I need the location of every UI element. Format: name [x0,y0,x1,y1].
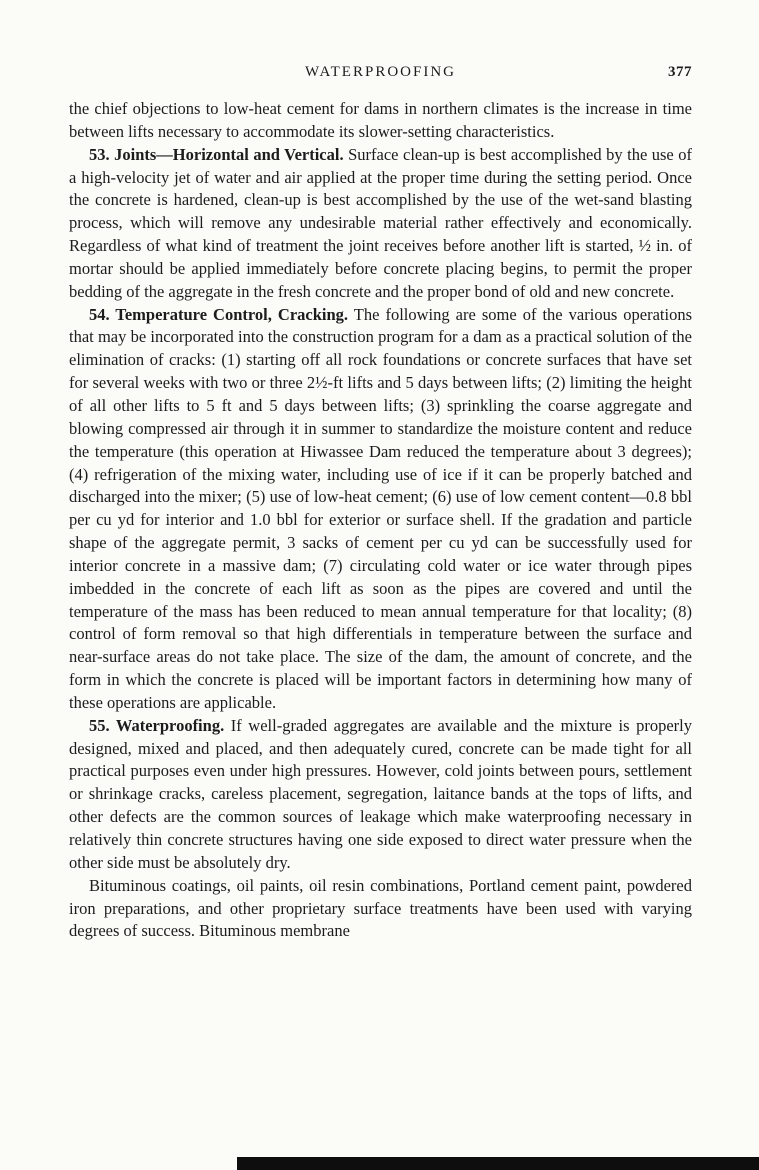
paragraph-text: Surface clean-up is best accomplished by the use of a high-velocity jet of water and air applied at the proper time during the setting period. Once the concrete is hardened, clean-up is best accomplished by the use of the wet-sand blasting process, which will remove any undesirable material rather effectively and economically. Regardless of what kind of treatment the joint receives before another lift is started, ½ in. of mortar should be applied immediately before concrete placing begins, to permit the proper bedding of the aggregate in the fresh concrete and the proper bond of old and new concrete. [69,144,693,301]
paragraph-text: Bituminous coatings, oil paints, oil resin combinations, Portland cement paint, powdered iron preparations, and other proprietary surface treatments have been used with varying degrees of success. Bituminous membrane [69,875,692,941]
paragraph [69,144,692,304]
running-title: WATERPROOFING [304,64,456,80]
paragraph-text: The following are some of the various operations that may be incorporated into the construction program for a dam as a practical solution of the elimination of cracks: (1) starting off all rock foundations or concrete surfaces that have set for several weeks with two or three 2½-ft lifts and 5 days between lifts; (2) limiting the height of all other lifts to 5 ft and 5 days between lifts; (3) sprinkling the coarse aggregate and blowing compressed air through it in summer to standardize the moisture content and reduce the temperature (this operation at Hiwassee Dam reduced the temperature about 3 degrees); (4) refrigeration of the mixing water, including use of ice if it can be properly batched and discharged into the mixer; (5) use of low-heat cement; (6) use of low cement content—0.8 bbl per cu yd for interior and 1.0 bbl for exterior or surface shell. If the gradation and particle shape of the aggregate permit, 3 sacks of cement per cu yd can be successfully used for interior concrete in a massive dam; (7) circulating cold water or ice water through pipes imbedded in the concrete of each lift as soon as the pipes are covered and until the temperature of the mass has been reduced to mean annual temperature for that locality; (8) control of form removal so that high differentials in temperature between the surface and near-surface areas do not take place. The size of the dam, the amount of concrete, and the form in which the concrete is placed will be important factors in determining how many of these operations are applicable. [69,304,693,712]
paragraph-text: the chief objections to low-heat cement for dams in northern climates is the increase in time between lifts necessary to accommodate its slower-setting characteristics. [69,99,692,141]
page-header [69,64,692,86]
section-heading: 53. Joints—Horizontal and Vertical. [89,144,344,164]
paragraph [69,875,692,944]
paragraph [69,304,692,715]
body-text [69,98,692,943]
book-page [69,64,692,943]
paragraph-text: If well-graded aggregates are available and the mixture is properly designed, mixed and placed, and then adequately cured, concrete can be made tight for all practical purposes even under high pressures. However, cold joints between pours, settlement or shrinkage cracks, careless placement, segregation, laitance bands at the tops of lifts, and other defects are the common sources of leakage which make waterproofing necessary in relatively thin concrete structures having one side exposed to direct water pressure when the other side must be absolutely dry. [69,715,692,872]
section-heading: 55. Waterproofing. [89,715,225,735]
section-heading: 54. Temperature Control, Cracking. [89,304,349,324]
paragraph [69,98,692,144]
paragraph [69,715,692,875]
scan-artifact-bar [237,1157,759,1170]
page-number: 377 [668,64,692,80]
